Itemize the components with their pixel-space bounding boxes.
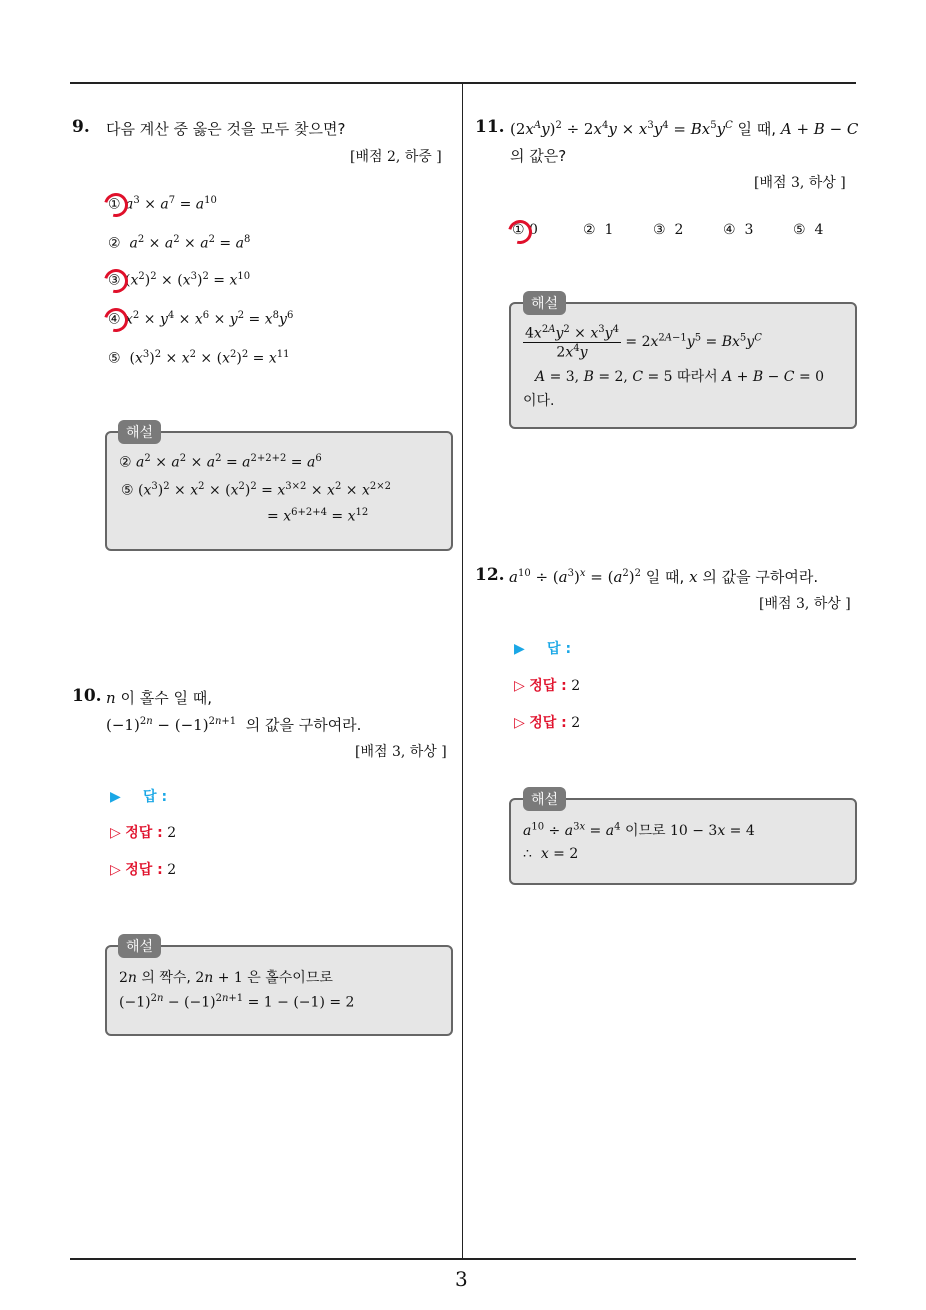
explanation-line: $a^{10} \div a^{3x} = a^4$ 이므로 10 − 3x = 4 [523,821,755,839]
explanation-tag: 해설 [523,787,566,811]
choice-5[interactable]: ⑤ 4 [793,222,824,238]
points-label: [배점 3, 하상 ] [754,175,846,191]
question-text-line1: n 이 홀수 일 때, [106,689,212,707]
choice-marker: ② [108,235,121,252]
points-label: [배점 2, 하중 ] [350,149,442,165]
triangle-icon: ▷ [514,678,525,694]
choice-5[interactable]: ⑤ $(x^3)^2 \times x^2 \times (x^2)^2 = x^{11}$ [108,349,290,367]
points-label: [배점 3, 하상 ] [759,596,851,612]
correct-mark-icon [100,265,133,298]
triangle-icon: ▷ [514,715,525,731]
question-number: 10. [72,686,102,706]
choice-marker: ① [108,196,121,213]
explanation-tag: 해설 [118,420,161,444]
explanation-tag: 해설 [523,291,566,315]
correct-answer-1: ▷ 정답 : 2 [514,678,581,694]
bottom-rule [70,1258,856,1260]
question-text: $a^{10} \div (a^3)^x = (a^2)^2$ 일 때, x 의 값을 구하여라. [509,568,819,586]
explanation-box [105,945,453,1036]
points-label: [배점 3, 하상 ] [355,744,447,760]
correct-answer-2: ▷ 정답 : 2 [514,715,581,731]
explanation-line: = $x^{6+2+4} = x^{12}$ [267,507,369,525]
choice-marker: ④ [108,311,121,328]
question-text-line2: 의 값은? [510,147,567,165]
top-rule [70,82,856,84]
explanation-line: ② $a^2 \times a^2 \times a^2 = a^{2+2+2} = a^6$ [119,453,322,471]
explanation-line: A = 3, B = 2, C = 5 따라서 A + B − C = 0 [535,369,825,385]
column-divider [462,84,463,1258]
choice-marker: ③ [108,272,121,289]
choice-1[interactable]: ① 0 [512,222,538,238]
explanation-line: $(-1)^{2n} - (-1)^{2n+1} = 1 - (-1) = 2$ [119,993,355,1011]
choice-3[interactable]: ③ $(x^2)^2 \times (x^3)^2 = x^{10}$ [108,271,251,289]
correct-answer-1: ▷ 정답 : 2 [110,825,177,841]
choice-2[interactable]: ② 1 [583,222,614,238]
play-icon: ▶ [514,641,525,657]
question-number: 9. [72,117,90,137]
choice-3[interactable]: ③ 2 [653,222,684,238]
explanation-line: 2n 의 짝수, 2n + 1 은 홀수이므로 [119,970,333,986]
correct-answer-2: ▷ 정답 : 2 [110,862,177,878]
question-number: 12. [475,565,505,585]
explanation-line: 이다. [523,393,555,409]
explanation-line: $\frac{4x^{2A}y^2 \times x^3y^4}{2x^4y}$ = $2x^{2A-1}y^5 = Bx^5y^C$ [525,324,762,361]
choice-4[interactable]: ④ 3 [723,222,754,238]
explanation-line: ∴ x = 2 [523,846,579,862]
correct-mark-icon [100,189,133,222]
explanation-box [509,302,857,429]
choice-marker: ⑤ [108,350,121,367]
choice-4[interactable]: ④ $x^2 \times y^4 \times x^6 \times y^2 = x^8y^6$ [108,310,294,328]
explanation-box [105,431,453,551]
question-text-line1: $(2x^Ay)^2 \div 2x^4y \times x^3y^4 = Bx^5y^C$ 일 때, A + B − C [510,120,859,138]
explanation-line: ⑤ $(x^3)^2 \times x^2 \times (x^2)^2 = x^{3\times 2} \times x^2 \times x^{2\times 2}$ [121,481,391,499]
explanation-tag: 해설 [118,934,161,958]
question-text-line2: $(-1)^{2n} - (-1)^{2n+1}$ 의 값을 구하여라. [106,716,362,734]
question-number: 11. [475,117,505,137]
choice-1[interactable]: ① $a^3 \times a^7 = a^{10}$ [108,195,217,213]
correct-mark-icon [100,304,133,337]
choice-2[interactable]: ② $a^2 \times a^2 \times a^2 = a^8$ [108,234,251,252]
page-number: 3 [455,1267,468,1291]
triangle-icon: ▷ [110,825,121,841]
play-icon: ▶ [110,789,121,805]
explanation-box [509,798,857,885]
correct-mark-icon [504,216,537,249]
answer-input[interactable]: ▶ 답 : [110,789,168,805]
triangle-icon: ▷ [110,862,121,878]
answer-input[interactable]: ▶ 답 : [514,641,572,657]
question-text: 다음 계산 중 옳은 것을 모두 찾으면? [106,120,346,138]
